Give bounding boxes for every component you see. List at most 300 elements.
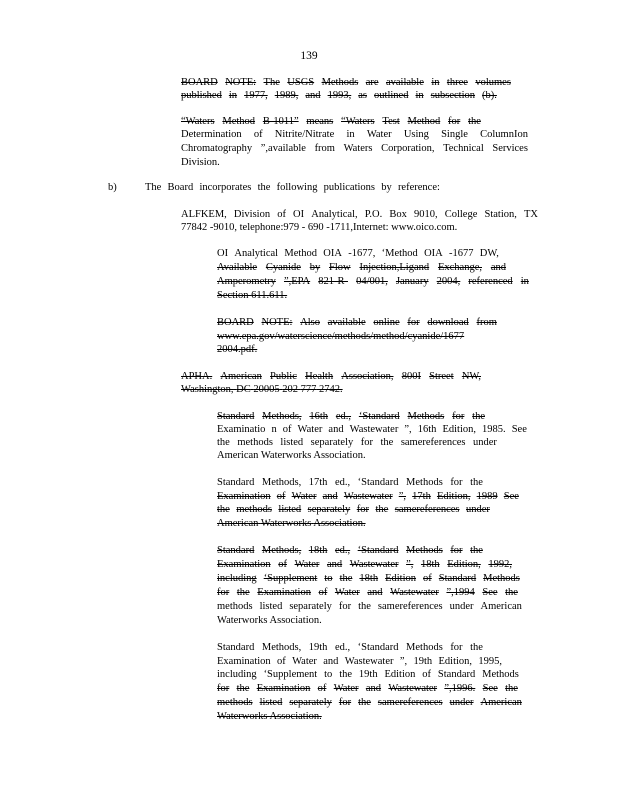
- word: Waterworks: [260, 450, 312, 461]
- word: the: [236, 683, 250, 694]
- word: See: [511, 424, 527, 435]
- word: and: [365, 683, 382, 694]
- word: by: [309, 262, 321, 273]
- word: Test: [382, 116, 400, 127]
- word: Examinatio: [217, 424, 266, 435]
- word: ”,available: [260, 143, 306, 154]
- word: of: [278, 559, 287, 570]
- word: Washington,: [181, 384, 234, 395]
- page-number: 139: [300, 50, 318, 62]
- word: Water: [292, 656, 317, 667]
- word: for: [217, 683, 230, 694]
- word: Wastewater: [349, 424, 399, 435]
- word: 9010,: [413, 209, 438, 220]
- word: 1992,: [488, 559, 512, 570]
- text-line: [217, 476, 483, 489]
- word: Section: [217, 290, 249, 301]
- word: 2004.pdf.: [217, 344, 258, 355]
- text-line: [217, 490, 519, 503]
- word: Methods: [406, 642, 443, 653]
- text-line: [217, 449, 366, 462]
- text-line: [217, 558, 512, 571]
- word: to: [324, 573, 333, 584]
- word: 690: [307, 222, 324, 233]
- word: www.oico.com.: [391, 222, 458, 233]
- word: See: [503, 491, 519, 502]
- word: Association.: [269, 711, 322, 722]
- word: the: [339, 573, 353, 584]
- text-line: [217, 696, 522, 709]
- word: Methods: [406, 477, 443, 488]
- word: of: [422, 669, 432, 680]
- word: separately: [289, 601, 332, 612]
- word: OIA: [424, 248, 443, 259]
- word: Standard: [217, 411, 255, 422]
- word: OIA: [323, 248, 342, 259]
- word: Methods: [483, 573, 520, 584]
- text-line: [181, 89, 497, 102]
- word: ‘Method: [381, 248, 418, 259]
- text-line: [181, 115, 481, 128]
- text-line: [217, 544, 483, 557]
- word: Methods: [321, 77, 359, 88]
- word: under: [466, 504, 490, 515]
- word: Edition: [385, 573, 417, 584]
- word: Health: [305, 371, 334, 382]
- word: listed: [259, 697, 283, 708]
- word: 2004,: [436, 276, 461, 287]
- text-line: [217, 586, 518, 599]
- word: the: [358, 697, 371, 708]
- word: methods: [237, 437, 273, 448]
- word: 16th: [417, 424, 437, 435]
- word: ”,1994: [446, 587, 475, 598]
- word: and: [305, 90, 321, 101]
- word: as: [358, 90, 367, 101]
- word: Using: [403, 129, 429, 140]
- word: 821-R-: [318, 276, 348, 287]
- word: ‘Supplement: [263, 669, 318, 680]
- word: Services: [492, 143, 528, 154]
- word: 611.611.: [251, 290, 288, 301]
- word: Analytical,: [311, 209, 358, 220]
- word: -1677,: [348, 248, 376, 259]
- word: Methods,: [261, 545, 302, 556]
- text-line: [108, 181, 117, 194]
- word: in: [346, 129, 355, 140]
- word: Method: [222, 116, 256, 127]
- word: online: [373, 317, 400, 328]
- text-line: [145, 181, 440, 194]
- word: Methods: [407, 411, 445, 422]
- text-line: [217, 517, 366, 530]
- word: including: [217, 669, 257, 680]
- text-line: [217, 289, 287, 302]
- word: OI: [217, 248, 229, 259]
- word: the: [470, 477, 483, 488]
- word: Examination: [257, 587, 311, 598]
- word: listed: [280, 437, 304, 448]
- word: American: [480, 697, 522, 708]
- word: Nitrite/Nitrate: [274, 129, 335, 140]
- word: Standard: [217, 642, 255, 653]
- word: by: [381, 182, 392, 193]
- text-line: [181, 208, 538, 221]
- word: for: [452, 411, 465, 422]
- word: Wastewater: [343, 491, 393, 502]
- word: Division.: [181, 157, 220, 168]
- word: for: [338, 601, 352, 612]
- text-line: [217, 410, 485, 423]
- word: Examination: [256, 683, 311, 694]
- word: Waterworks: [217, 615, 268, 626]
- word: Waterworks: [260, 518, 312, 529]
- word: BOARD: [217, 317, 254, 328]
- word: Standard: [438, 573, 477, 584]
- word: January: [395, 276, 429, 287]
- word: Flow: [329, 262, 351, 273]
- text-line: [181, 370, 481, 383]
- word: Determination: [181, 129, 242, 140]
- word: Amperometry: [217, 276, 276, 287]
- text-line: [217, 503, 490, 516]
- word: referenced: [468, 276, 513, 287]
- word: for: [217, 587, 230, 598]
- word: Edition,: [447, 559, 481, 570]
- word: 800I: [401, 371, 421, 382]
- word: Method: [407, 116, 441, 127]
- word: DW,: [479, 248, 499, 259]
- text-line: [181, 221, 457, 234]
- word: listed: [278, 504, 302, 515]
- word: OI: [293, 209, 305, 220]
- word: “Waters: [341, 116, 375, 127]
- word: American: [220, 371, 262, 382]
- word: separately: [310, 437, 354, 448]
- word: ColumnIon: [480, 129, 528, 140]
- word: the: [375, 504, 389, 515]
- word: reference:: [397, 182, 440, 193]
- word: NW,: [461, 371, 481, 382]
- text-line: [181, 142, 528, 155]
- word: ‘Supplement: [263, 573, 318, 584]
- word: and: [322, 491, 338, 502]
- word: 1993,: [327, 90, 352, 101]
- word: the: [217, 504, 230, 515]
- text-line: [217, 316, 497, 329]
- word: College: [444, 209, 478, 220]
- word: the: [472, 411, 485, 422]
- word: under: [449, 697, 474, 708]
- word: ed.,: [334, 477, 351, 488]
- word: 1977,: [244, 90, 268, 101]
- word: the: [236, 587, 250, 598]
- word: under: [449, 601, 474, 612]
- word: for: [360, 437, 373, 448]
- word: Division: [233, 209, 271, 220]
- word: Technical: [443, 143, 484, 154]
- word: of: [423, 573, 432, 584]
- word: in: [415, 90, 424, 101]
- word: -1677: [449, 248, 474, 259]
- word: the: [257, 182, 271, 193]
- word: -1711,Internet:: [326, 222, 389, 233]
- word: three: [446, 77, 468, 88]
- word: Water: [291, 491, 317, 502]
- word: 1995,: [478, 656, 502, 667]
- word: the: [380, 437, 394, 448]
- text-line: [217, 247, 499, 260]
- word: methods: [217, 697, 253, 708]
- word: Method: [284, 248, 318, 259]
- word: samereferences: [394, 504, 460, 515]
- word: methods: [217, 601, 253, 612]
- word: Available: [217, 262, 258, 273]
- word: -9010,: [209, 222, 237, 233]
- word: ‘Standard: [357, 642, 399, 653]
- word: Water: [294, 559, 320, 570]
- word: Water: [334, 587, 360, 598]
- word: Board: [167, 182, 194, 193]
- word: incorporates: [199, 182, 252, 193]
- word: 1989: [476, 491, 498, 502]
- word: the: [217, 437, 230, 448]
- word: for: [356, 504, 369, 515]
- word: ‘Standard: [358, 411, 400, 422]
- word: NOTE:: [225, 77, 257, 88]
- word: Box: [389, 209, 407, 220]
- word: Standard: [437, 669, 476, 680]
- word: n: [271, 424, 277, 435]
- word: 18th: [420, 559, 440, 570]
- word: Examination: [217, 491, 271, 502]
- word: Waters: [343, 143, 373, 154]
- word: Wastewater: [349, 559, 399, 570]
- word: 04/001,: [356, 276, 388, 287]
- text-line: [217, 423, 527, 436]
- word: for: [448, 116, 461, 127]
- word: Methods,: [261, 477, 302, 488]
- text-line: [217, 655, 502, 668]
- word: Corporation,: [381, 143, 435, 154]
- word: samereferences: [400, 437, 466, 448]
- word: 19th: [308, 642, 328, 653]
- word: from: [476, 317, 497, 328]
- word: ‘Standard: [357, 545, 399, 556]
- word: See: [482, 587, 498, 598]
- word: Water: [366, 129, 392, 140]
- text-line: [217, 668, 519, 681]
- word: listed: [259, 601, 283, 612]
- word: The: [263, 77, 280, 88]
- word: the: [468, 116, 481, 127]
- word: APHA.: [181, 371, 213, 382]
- word: DC: [236, 384, 251, 395]
- text-line: [217, 330, 464, 343]
- word: 77842: [181, 222, 208, 233]
- word: under: [473, 437, 497, 448]
- word: of: [282, 424, 292, 435]
- word: ”,: [398, 491, 407, 502]
- word: 17th: [412, 491, 431, 502]
- word: volumes: [475, 77, 511, 88]
- word: 1985.: [482, 424, 506, 435]
- word: ”,1996.: [444, 683, 476, 694]
- word: for: [450, 477, 463, 488]
- word: and: [367, 587, 383, 598]
- word: TX: [523, 209, 538, 220]
- word: 20005: [253, 384, 280, 395]
- word: Cyanide: [265, 262, 301, 273]
- word: outlined: [374, 90, 409, 101]
- word: Injection,Ligand: [359, 262, 430, 273]
- word: Edition,: [438, 656, 473, 667]
- word: samereferences: [377, 601, 443, 612]
- word: telephone:979: [239, 222, 300, 233]
- text-line: [217, 261, 506, 274]
- text-line: [181, 156, 220, 169]
- word: following: [276, 182, 318, 193]
- word: Chromatography: [181, 143, 253, 154]
- word: 19th: [358, 669, 378, 680]
- word: from: [314, 143, 335, 154]
- word: Association,: [341, 371, 394, 382]
- word: download: [427, 317, 469, 328]
- word: separately: [289, 697, 332, 708]
- word: Standard: [217, 545, 255, 556]
- word: for: [407, 317, 420, 328]
- word: 16th: [309, 411, 329, 422]
- word: Single: [441, 129, 468, 140]
- word: published: [181, 90, 222, 101]
- word: 17th: [308, 477, 328, 488]
- word: “Waters: [181, 116, 215, 127]
- word: P.O.: [364, 209, 383, 220]
- word: ”,EPA: [283, 276, 311, 287]
- word: subsection: [430, 90, 476, 101]
- text-line: [217, 641, 483, 654]
- word: and: [323, 656, 339, 667]
- word: Wastewater: [388, 683, 438, 694]
- word: and: [327, 559, 343, 570]
- word: separately: [307, 504, 351, 515]
- word: Examination: [217, 656, 271, 667]
- word: for: [338, 697, 352, 708]
- word: Analytical: [234, 248, 279, 259]
- text-line: [217, 572, 520, 585]
- text-line: [217, 614, 322, 627]
- word: 777: [300, 384, 317, 395]
- word: ”,: [406, 559, 414, 570]
- word: including: [217, 573, 257, 584]
- word: Exchange,: [437, 262, 482, 273]
- word: Public: [270, 371, 297, 382]
- word: Waterworks: [217, 711, 268, 722]
- word: of: [318, 587, 328, 598]
- word: American: [217, 450, 259, 461]
- text-line: [217, 436, 497, 449]
- word: Association.: [269, 615, 322, 626]
- word: -: [301, 222, 306, 233]
- word: 202: [282, 384, 298, 395]
- word: publications: [323, 182, 375, 193]
- word: of: [277, 656, 286, 667]
- word: ed.,: [334, 545, 351, 556]
- word: the: [470, 642, 483, 653]
- word: in: [520, 276, 529, 287]
- word: the: [505, 683, 518, 694]
- text-line: [217, 343, 257, 356]
- word: Methods: [482, 669, 519, 680]
- word: Methods,: [262, 411, 302, 422]
- word: Standard: [217, 477, 255, 488]
- word: www.epa.gov/waterscience/methods/method/cyanide/1677: [217, 331, 465, 342]
- word: Edition,: [436, 491, 471, 502]
- word: Edition,: [442, 424, 476, 435]
- word: Wastewater: [344, 656, 394, 667]
- word: USGS: [287, 77, 315, 88]
- word: Water: [333, 683, 359, 694]
- word: ed.,: [334, 642, 351, 653]
- word: of: [277, 209, 286, 220]
- word: means: [306, 116, 334, 127]
- word: See: [482, 683, 498, 694]
- word: and: [328, 424, 344, 435]
- text-line: [181, 76, 511, 89]
- text-line: [217, 600, 522, 613]
- word: Edition: [384, 669, 416, 680]
- word: American: [217, 518, 259, 529]
- word: ”,: [399, 656, 408, 667]
- word: are: [365, 77, 379, 88]
- word: of: [317, 683, 327, 694]
- word: available: [327, 317, 366, 328]
- word: ”,: [404, 424, 412, 435]
- text-line: [181, 128, 528, 141]
- word: the: [505, 587, 518, 598]
- word: in: [228, 90, 238, 101]
- word: Examination: [217, 559, 271, 570]
- word: Association.: [313, 518, 366, 529]
- word: Also: [300, 317, 320, 328]
- word: methods: [236, 504, 272, 515]
- word: Station,: [484, 209, 517, 220]
- word: Association.: [313, 450, 366, 461]
- word: samereferences: [377, 697, 443, 708]
- word: for: [450, 545, 463, 556]
- word: B-1011”: [262, 116, 299, 127]
- word: 1989,: [274, 90, 299, 101]
- word: ed.,: [335, 411, 352, 422]
- word: Street: [429, 371, 454, 382]
- word: (b).: [482, 90, 497, 101]
- word: and: [490, 262, 506, 273]
- word: for: [450, 642, 463, 653]
- word: the: [339, 669, 353, 680]
- word: available: [385, 77, 424, 88]
- word: b): [108, 182, 117, 193]
- word: Wastewater: [390, 587, 439, 598]
- text-line: [217, 682, 518, 695]
- word: ALFKEM,: [181, 209, 227, 220]
- word: Water: [297, 424, 323, 435]
- word: BOARD: [181, 77, 218, 88]
- word: Methods: [406, 545, 443, 556]
- text-line: [217, 710, 322, 723]
- word: 18th: [308, 545, 328, 556]
- word: American: [480, 601, 522, 612]
- word: NOTE:: [261, 317, 293, 328]
